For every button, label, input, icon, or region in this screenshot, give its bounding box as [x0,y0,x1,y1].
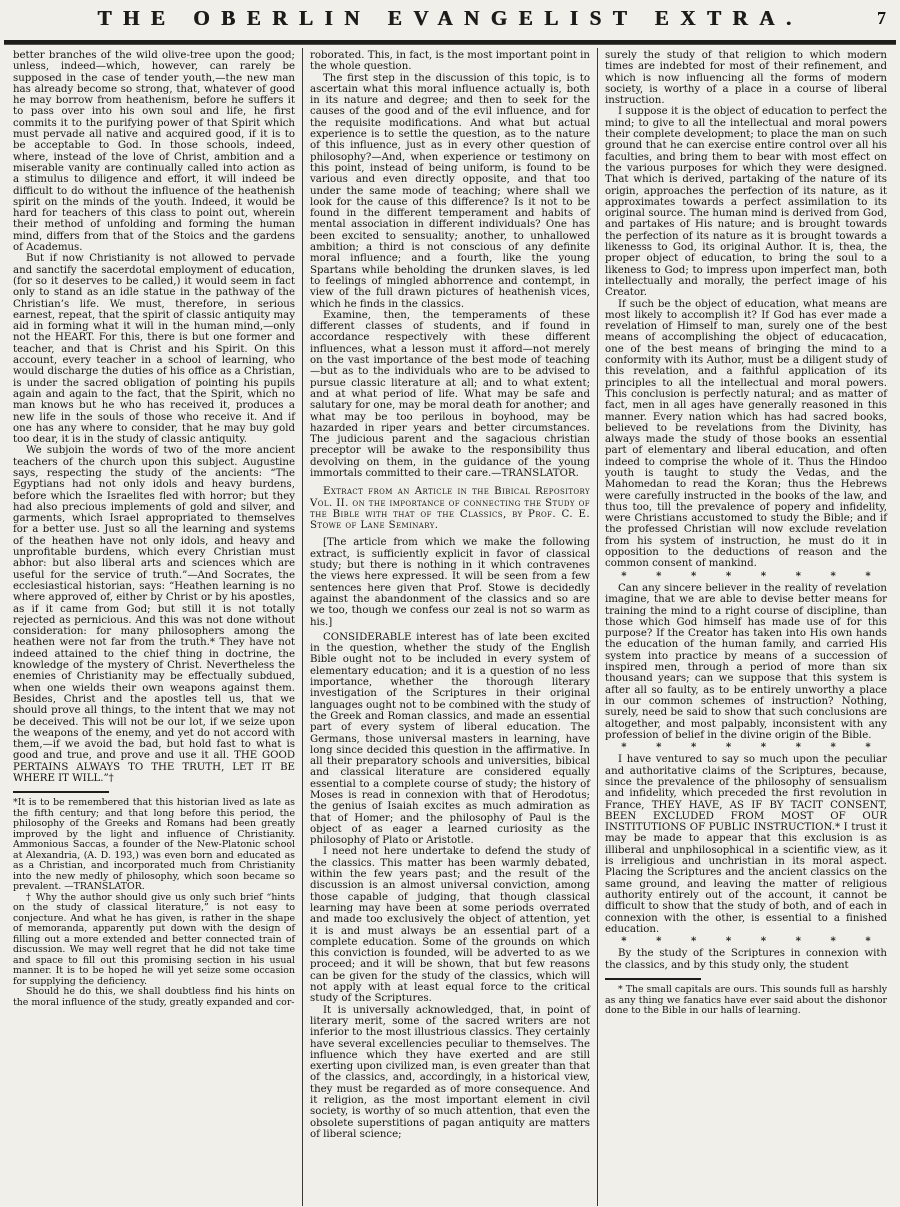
body-paragraph: We subjoin the words of two of the more ancient teachers of the church upon this subject. Augustine says, respecting the study of the ancients: “The Egyptians had not only idols and heavy burdens, before which the Israelites fled with horror; but they had also precious implements of gold and silver, and garments, which Israel appropriated to themselves for a better use. Just so all the learning and systems of the heathen have not only idols, and heavy and unprofitable burdens, which every Christian must abhor: but also liberal arts and sciences which are useful for the service of truth.”—And Socrates, the ecclesiastical historian, says: “Heathen learning is no where approved of, either by Christ or by his apostles, as if it came from God; but still it is not totally rejected as pernicious. And this was not done without consideration: for many philosophers among the heathen were not far from the truth.* They have not indeed attained to the chief thing in doctrine, the knowledge of the mystery of Christ. Nevertheless the enemies of Christianity may be effectually subdued, when one wields their own weapons against them. Besides, Christ and the apostles tell us, that we should prove all things, to the intent that we may not be deceived. This will not be our lot, if we seize upon the weapons of the enemy, and yet do not accord with them,—if we avoid the bad, but hold fast to what is good and true, and prove and use it all. THE GOOD PERTAINS ALWAYS TO THE TRUTH, LET IT BE WHERE IT WILL.”† [13,445,295,784]
footnote-paragraph: * The small capitals are ours. This sounds full as harshly as any thing we fanatics have ever said about the dishonor done to the Bible in our halls of learning. [605,984,887,1017]
article-columns [6,48,894,1206]
footnote-rule [605,978,701,980]
masthead [0,0,900,38]
footnote-paragraph: † Why the author should give us only such brief “hints on the study of classical literature,” is not easy to conjecture. And what he has given, is rather in the shape of memoranda, apparently put down with the design of filling out a more extended and better connected train of discussion. We may well regret that he did not take time and space to fill out this promising section in his usual manner. It is to be hoped he will yet seize some occasion for supplying the deficiency. [13,891,295,987]
body-paragraph: It is universally acknowledged, that, in point of literary merit, some of the sacred writers are not inferior to the most illustrious classics. They certainly have several excellencies peculiar to themselves. The influence which they have exerted and are still exerting upon civilized man, is even greater than that of the classics, and, accordingly, in a historical view, they must be regarded as of more consequence. And it religion, as the most important element in civil society, is worthy of so much attention, that even the obsolete superstitions of pagan antiquity are matters of liberal science; [310,1004,590,1140]
body-paragraph: I have ventured to say so much upon the peculiar and authoritative claims of the Scriptures, because, since the prevalence of the philosophy of sensualism and infidelity, which preceded the first revolution in France, THEY HAVE, AS IF BY TACIT CONSENT, BEEN EXCLUDED FROM MOST OF OUR INSTITUTIONS OF PUBLIC INSTRUCTION.* I trust it may be made to appear that this exclusion is as illiberal and unphilosophical in a scientific view, as it is irreligious and unchristian in its moral aspect. Placing the Scriptures and the ancient classics on the same ground, and leaving the matter of religious authority entirely out of the account, it cannot be difficult to show that the study of both, and of each in connexion with the other, is essential to a finished education. [605,754,887,935]
body-paragraph: The first step in the discussion of this topic, is to ascertain what this moral influence actually is, both in its nature and degree; and then to seek for the causes of the good and of the evil influence, and for the requisite modifications. And what but actual experience is to settle the question, as to the nature of this influence, just as in every other question of philosophy?—And, when experience or testimony on this point, instead of being uniform, is found to be various and even directly opposite, and that too under the same mode of teaching; where shall we look for the cause of this difference? Is it not to be found in the different temperament and habits of mental association in different individuals? One has been excited to sensuality; another, to unhallowed ambition; a third is not conscious of any definite moral influence; and a fourth, like the young Spartans while beholding the drunken slaves, is led to feelings of mingled abhorrence and contempt, in view of the full drawn pictures of heathenish vices, which he finds in the classics. [310,72,590,310]
footnote-paragraph: Should he do this, we shall doubtless find his hints on the moral influence of the study, greatly expanded and cor- [13,986,295,1008]
newspaper-title: THE OBERLIN EVANGELIST EXTRA. [97,6,803,30]
body-paragraph: CONSIDERABLE interest has of late been excited in the question, whether the study of the English Bible ought not to be included in every system of elementary education; and it is a question of no less importance, whether the thorough literary investigation of the Scriptures in their original languages ought not to be combined with the study of the Greek and Roman classics, and made an essential part of every system of liberal education. The Germans, those universal masters in learning, have long since decided this question in the affirmative. In all their preparatory schools and universities, bibical and classical literature are considered equally essential to a complete course of study; the history of Moses is read in connexion with that of Herodotus; the genius of Isaiah excites as much admiration as that of Homer; and the philosophy of Paul is the object of as eager a learned curiosity as the philosophy of Plato or Aristotle. [310,631,590,847]
body-paragraph: If such be the object of education, what means are most likely to accomplish it? If God has ever made a revelation of Himself to man, surely one of the best means of accomplishing the object of educacation, one of the best means of bringing the mind to a conformity with its Author, must be a diligent study of this revelation, and a faithful application of its principles to all the intellectual and moral powers. This conclusion is perfectly natural; and as matter of fact, men in all ages have generally reasoned in this manner. Every nation which has had sacred books, believed to be revelations from the Divinity, has always made the study of those books an essential part of elementary and liberal education, and often indeed to comprise the whole of it. Thus the Hindoo youth is taught to study the Vedas, and the Mahomedan to read the Koran; thus the Hebrews were carefully instructed in the books of the law, and thus too, till the prevalence of popery and infidelity, were Christians accustomed to study the Bible; and if the professed Christian will now exclude revelation from his system of instruction, he must do it in opposition to the deductions of reason and the common consent of mankind. [605,298,887,570]
body-paragraph: better branches of the wild olive-tree upon the good; unless, indeed—which, however, can rarely be supposed in the case of tender youth,—the new man has already become so strong, that, whatever of good he may borrow from heathenism, before he suffers it to pass over into his own soul and life, he first commits it to the purifying power of that Spirit which must pervade all native and acquired good, if it is to be acceptable to God. In those schools, indeed, where, instead of the love of Christ, ambition and a miserable vanity are continually called into action as a stimulus to diligence and effort, it will indeed be difficult to do without the influence of the heathenish spirit on the minds of the youth. Indeed, it would be hard for teachers of this class to point out, wherein their method of unfolding and forming the human mind, differs from that of the Stoics and the gardens of Academus. [13,50,295,254]
article-heading: Extract from an Article in the Bibical Repository Vol. II. on the importance of connecting the Study of the Bible with that of the Classics, by Prof. C. E. Stowe of Lane Seminary. [310,486,590,532]
body-paragraph: surely the study of that religion to which modern times are indebted for most of their refinement, and which is now influencing all the forms of modern society, is worthy of a place in a course of liberal instruction. [605,50,887,107]
body-paragraph: I need not here undertake to defend the study of the classics. This matter has been warmly debated, within the few years past; and the result of the discussion is an almost universal conviction, among those capable of judging, that though classical learning may have been at some periods overrated and made too exclusively the object of attention, yet it is and must always be an essential part of a complete education. Some of the grounds on which this conviction is founded, will be adverted to as we proceed; and it will be shown, that but few reasons can be given for the study of the classics, which will not apply with at least equal force to the critical study of the Scriptures. [310,846,590,1005]
body-paragraph: I suppose it is the object of education to perfect the mind; to give to all the intellectual and moral powers their complete development; to place the man on such ground that he can exercise entire control over all his faculties, and bring them to bear with most effect on the various purposes for which they were designed. That which is derived, partaking of the nature of its origin, approaches the perfection of its nature, as it approximates towards a perfect assimilation to its original source. The human mind is derived from God, and partakes of His nature; and is brought towards the perfection of its nature as it is brought towards a likenesss to God, its original Author. It is, thea, the proper object of education, to bring the soul to a likeness to God; to impress upon imperfect man, both intellectually and morally, the perfect image of his Creator. [605,106,887,299]
footnote-rule [13,791,109,793]
section-separator: * * * * * * * * [621,569,871,582]
body-paragraph: roborated. This, in fact, is the most important point in the whole question. [310,50,590,73]
body-paragraph: By the study of the Scriptures in connexion with the classics, and by this study only, the student [605,948,887,971]
column-3 [598,48,894,1206]
column-2 [302,48,598,1206]
footnote-paragraph: *It is to be remembered that this historian lived as late as the fifth century; and that long before this period, the philosophy of the Greeks and Romans had been greatly improved by the light and influence of Christianity. Ammonious Saccas, a founder of the New-Platonic school at Alexandria, (A. D. 193,) was even born and educated as as a Christian, and incorporated much from Christianity into the new medly of philosophy, which soon became so prevalent. —TRANSLATOR. [13,797,295,893]
page-number: 7 [877,8,886,28]
section-separator: * * * * * * * * [621,741,871,754]
column-1 [6,48,302,1206]
body-paragraph: But if now Christianity is not allowed to pervade and sanctify the sacerdotal employment of education, (for so it deserves to be called,) it would seem in fact only to stand as an idle statue in the pathway of the Christian’s life. We must, therefore, in serious earnest, repeat, that the spirit of classic antiquity may aid in forming what it will in the human mind,—only not the HEART. For this, there is but one former and teacher, and that is Christ and his Spirit. On this account, every teacher in a school of learning, who would discharge the duties of his office as a Christian, is under the sacred obligation of pointing his pupils again and again to the fact, that the Spirit, which no man knows but he who has received it, produces a new life in the souls of those who receive it. And if one has any where to consider, that he may buy gold too dear, it is in the study of classic antiquity. [13,253,295,446]
body-paragraph: Examine, then, the temperaments of these different classes of students, and if found in accordance respectively with these different influences, what a lesson must it afford—not merely on the vast importance of the best mode of teaching—but as to the individuals who are to be advised to pursue classic literature at all; and to what extent; and at what period of life. What may be safe and salutary for one, may be moral death for another; and what may be too perilous in boyhood, may be hazarded in riper years and better circumstances. The judicious parent and the sagacious christian preceptor will be awake to the responsibility thus devolving on them, in the guidance of the young immortals committed to their care.—TRANSLATOR. [310,309,590,479]
body-paragraph: Can any sincere believer in the reality of revelation imagine, that we are able to devise better means for training the mind to a right course of discipline, than those which God himself has made use of for this purpose? If the Creator has taken into His own hands the education of the human family, and carried His system into practice by means of a succession of inspired men, through a period of more than six thousand years; can we suppose that this system is after all so faulty, as to be entirely unworthy a place in our common schemes of instruction? Nothing, surely, need be said to show that such conclusions are altogether, and most palpably, inconsistent with any profession of belief in the divine origin of the Bible. [605,582,887,741]
section-separator: * * * * * * * * [621,935,871,948]
body-paragraph: [The article from which we make the following extract, is sufficiently explicit in favor of classical study; but there is nothing in it which contravenes the views here expressed. It will be seen from a few sentences here given that Prof. Stowe is decidedly against the abandonment of the classics and so are we too, though we confess our zeal is not so warm as his.] [310,537,590,628]
masthead-rule [4,40,896,45]
